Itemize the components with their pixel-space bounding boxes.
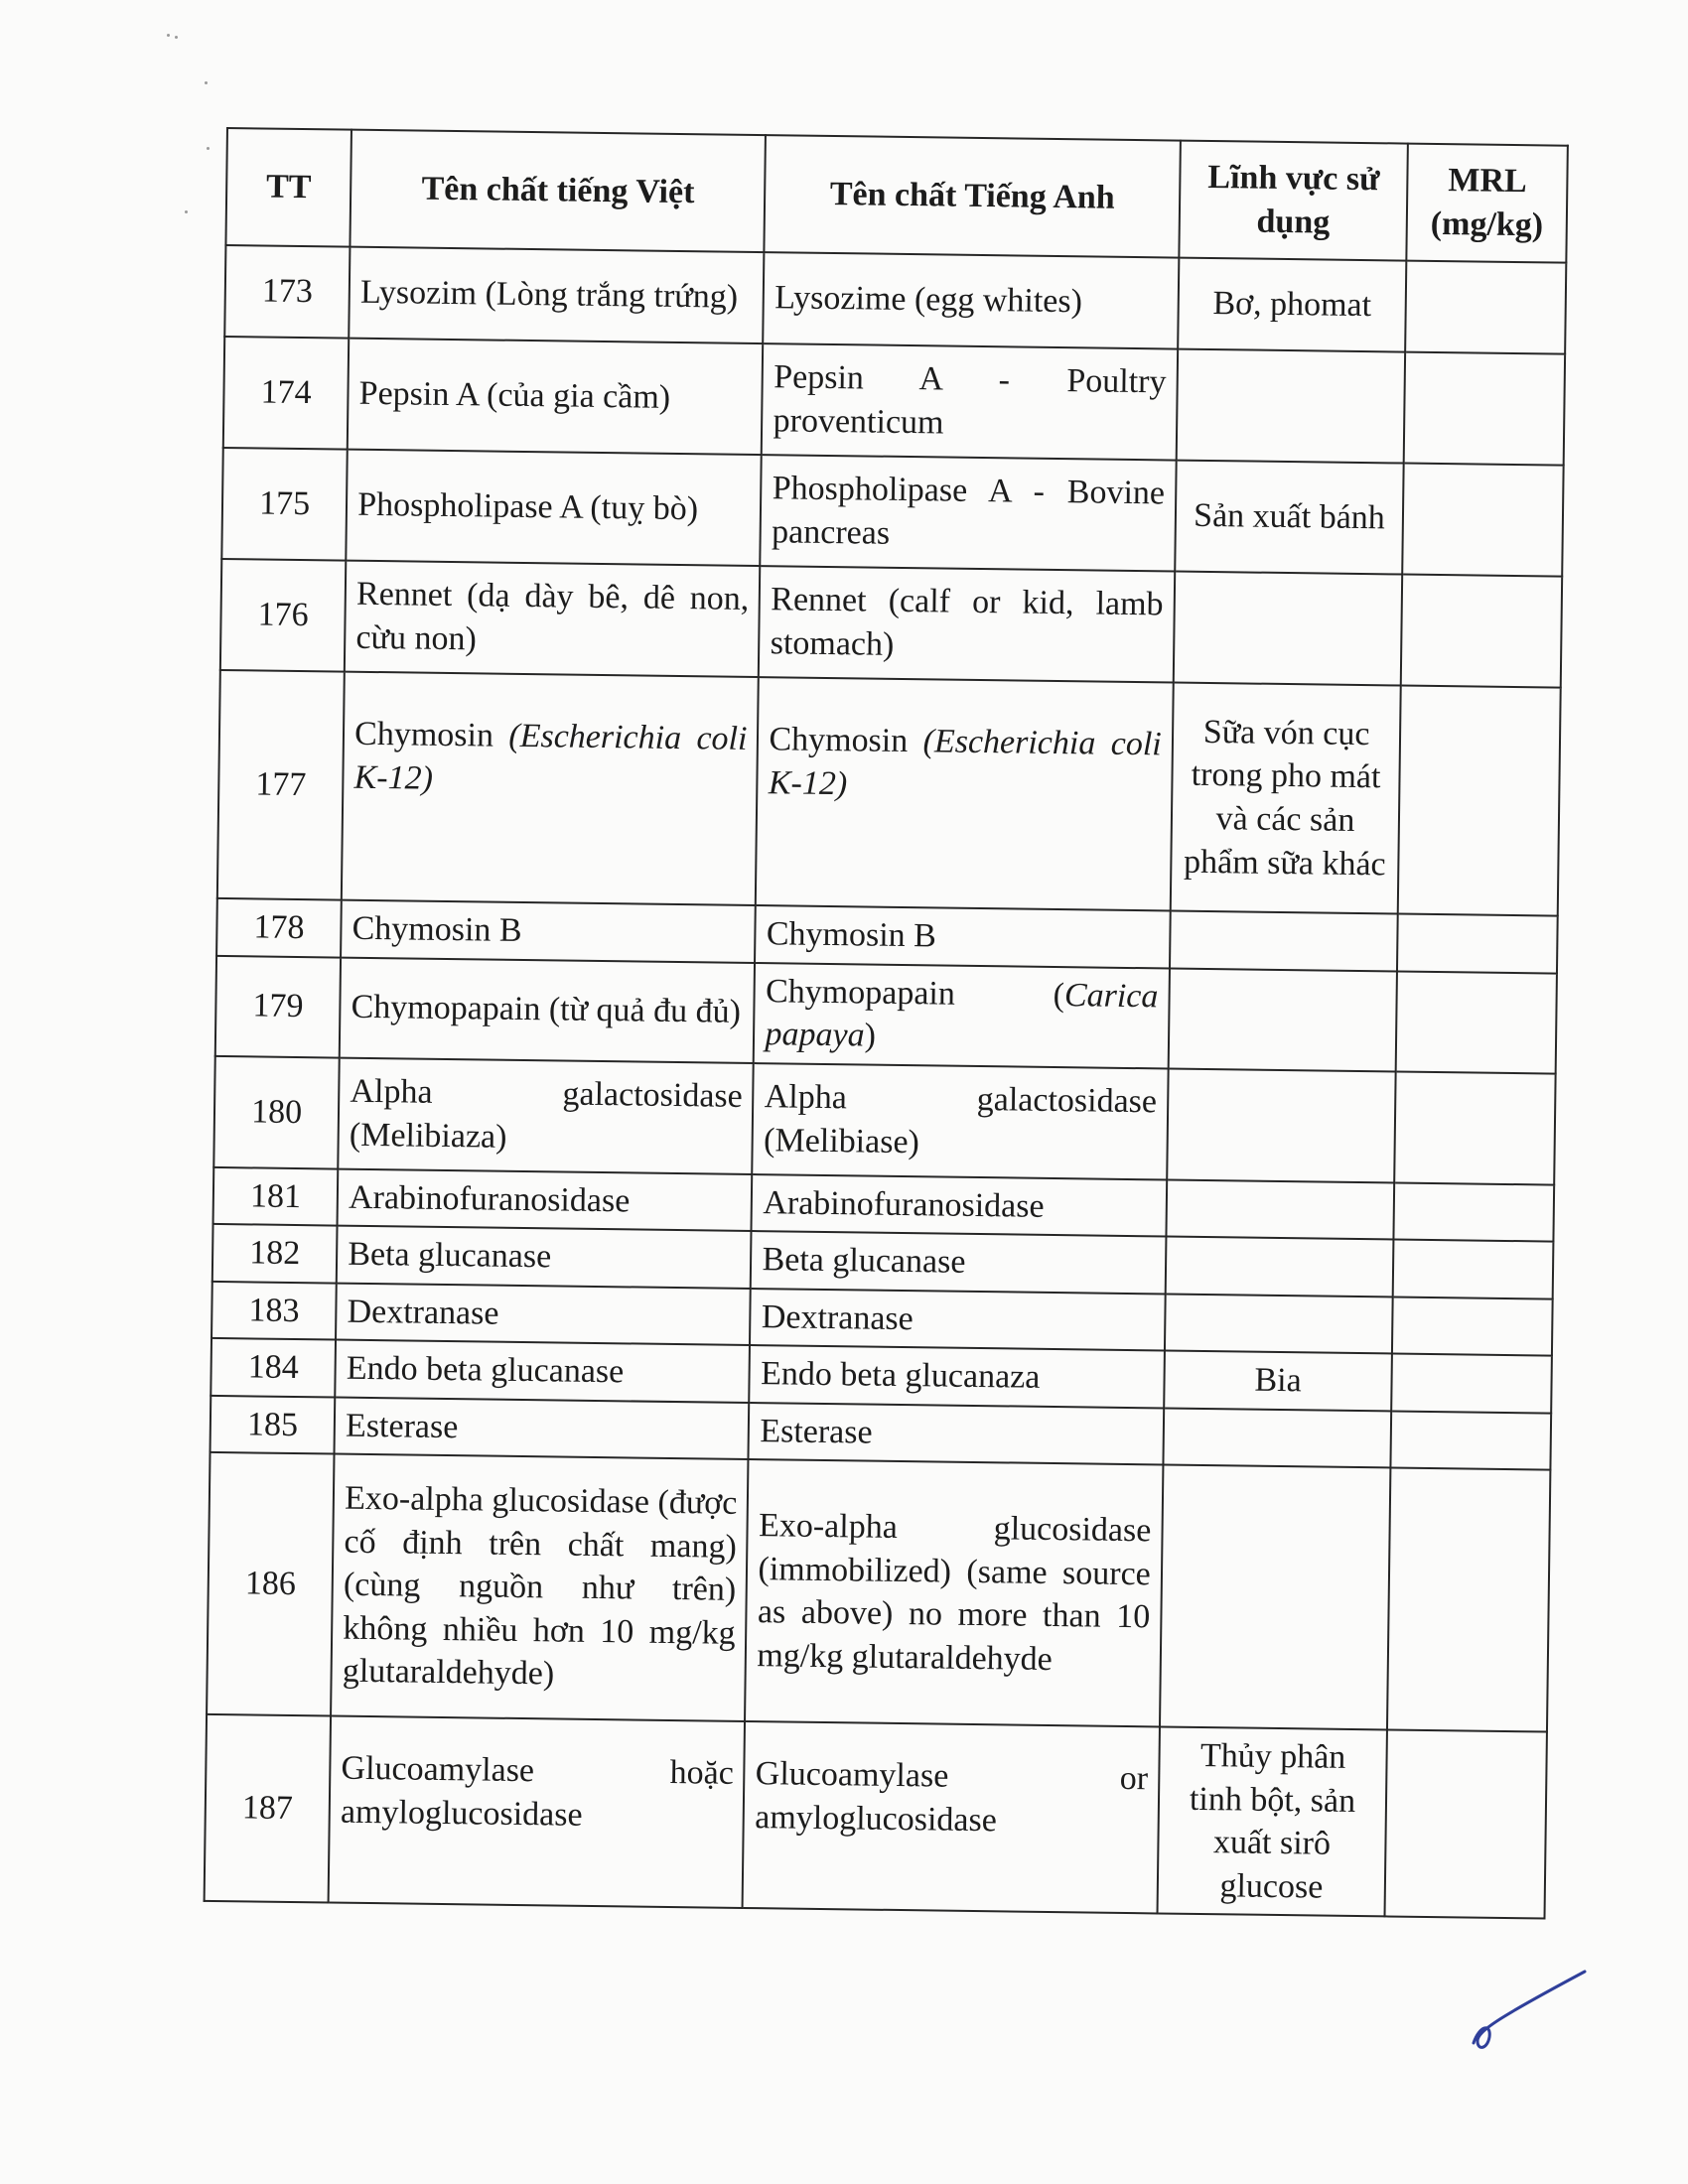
- cell-mrl: [1387, 1468, 1550, 1732]
- table-row: [207, 1452, 1550, 1732]
- cell-name-vi: Rennet (dạ dày bê, dê non, cừu non): [345, 561, 761, 677]
- cell-name-vi: Glucoamylase hoặc amyloglucosidase: [329, 1716, 746, 1909]
- cell-name-vi: Alpha galactosidase (Melibiaza): [338, 1057, 754, 1173]
- enzyme-table: [204, 127, 1569, 1920]
- cell-name-en: Chymosin B: [756, 905, 1171, 968]
- cell-mrl: [1394, 1071, 1555, 1184]
- cell-usage: [1165, 1294, 1393, 1354]
- name-vi-text: Chymosin: [353, 715, 509, 754]
- cell-name-vi: Arabinofuranosidase: [338, 1168, 753, 1231]
- cell-mrl: [1394, 1182, 1554, 1242]
- header-tt: TT: [225, 128, 352, 247]
- header-name-vi: Tên chất tiếng Việt: [351, 130, 767, 252]
- header-mrl: MRL (mg/kg): [1407, 144, 1568, 263]
- cell-name-vi: Pepsin A (của gia cầm): [348, 339, 764, 455]
- cell-tt: 175: [221, 448, 348, 561]
- cell-usage: [1165, 1237, 1393, 1297]
- cell-mrl: [1405, 261, 1566, 354]
- cell-name-en: Endo beta glucanaza: [750, 1345, 1165, 1408]
- cell-name-en: [754, 963, 1170, 1068]
- cell-name-en: Alpha galactosidase (Melibiase): [753, 1063, 1169, 1179]
- cell-mrl: [1404, 352, 1565, 466]
- cell-usage: Bơ, phomat: [1178, 258, 1407, 352]
- cell-tt: 186: [207, 1452, 335, 1716]
- initials-signature: [1470, 1966, 1589, 2055]
- cell-mrl: [1398, 686, 1561, 916]
- cell-usage: Thủy phân tinh bột, sản xuất sirô glucose: [1157, 1727, 1387, 1917]
- cell-mrl: [1391, 1354, 1551, 1414]
- cell-tt: 173: [224, 245, 350, 339]
- table-row: [215, 955, 1557, 1073]
- cell-name-en: Esterase: [749, 1403, 1164, 1465]
- cell-name-en: Dextranase: [750, 1289, 1165, 1351]
- cell-tt: 176: [220, 559, 347, 672]
- cell-tt: 187: [205, 1714, 332, 1903]
- cell-tt: 181: [213, 1166, 339, 1225]
- cell-name-vi: Beta glucanase: [337, 1226, 752, 1289]
- cell-name-en: Arabinofuranosidase: [752, 1174, 1167, 1237]
- organism-name: (Escherichia coli K-12): [353, 717, 748, 797]
- cell-name-vi: Dextranase: [336, 1283, 751, 1345]
- cell-usage: [1163, 1408, 1391, 1468]
- scan-speck: [207, 147, 210, 150]
- table-row: [223, 337, 1565, 466]
- cell-name-en: Lysozime (egg whites): [764, 252, 1179, 348]
- table-row: [205, 1714, 1547, 1919]
- cell-name-en: Exo-alpha glucosidase (immobilized) (same source as above) no more than 10 mg/kg glutaraldehyde: [746, 1459, 1164, 1726]
- name-en-text: Chymosin: [769, 721, 923, 760]
- cell-mrl: [1392, 1297, 1552, 1356]
- cell-usage: [1168, 968, 1397, 1071]
- cell-name-en: Pepsin A - Poultry proventicum: [762, 343, 1178, 460]
- table-row: [217, 670, 1561, 916]
- cell-tt: 182: [212, 1224, 338, 1283]
- cell-name-vi: [342, 672, 759, 905]
- cell-tt: 174: [223, 337, 350, 450]
- cell-usage: Bia: [1164, 1351, 1392, 1412]
- cell-tt: 183: [211, 1281, 337, 1339]
- cell-usage: [1167, 1068, 1396, 1182]
- cell-name-vi: Esterase: [335, 1397, 750, 1459]
- cell-name-en: Beta glucanase: [751, 1231, 1166, 1294]
- cell-name-vi: Exo-alpha glucosidase (được cố định trên chất mang) (cùng nguồn như trên) không nhiều hơn 10 mg/kg glutaraldehyde): [331, 1454, 749, 1721]
- cell-mrl: [1401, 575, 1562, 688]
- scan-speck: [205, 81, 208, 84]
- cell-usage: [1176, 349, 1405, 464]
- header-usage: Lĩnh vực sử dụng: [1179, 141, 1408, 261]
- table-row: [221, 448, 1563, 577]
- cell-tt: 184: [211, 1338, 336, 1397]
- cell-usage: [1174, 572, 1403, 686]
- closing-paren: ): [864, 1017, 877, 1054]
- cell-name-en: [756, 677, 1173, 910]
- cell-tt: 180: [213, 1055, 340, 1168]
- cell-name-vi: Phospholipase A (tuỵ bò): [346, 450, 762, 566]
- scan-speck: [185, 210, 188, 213]
- cell-tt: 185: [211, 1396, 336, 1454]
- cell-mrl: [1397, 914, 1557, 974]
- cell-mrl: [1393, 1240, 1553, 1299]
- cell-usage: Sản xuất bánh: [1175, 461, 1404, 575]
- table-header-row: [225, 128, 1567, 263]
- cell-usage: [1160, 1465, 1391, 1730]
- name-en-text: Chymopapain (: [765, 972, 1065, 1014]
- cell-name-vi: Chymosin B: [341, 900, 756, 963]
- cell-name-en: Rennet (calf or kid, lamb stomach): [759, 566, 1175, 682]
- cell-name-en: Phospholipase A - Bovine pancreas: [761, 455, 1177, 571]
- cell-usage: Sữa vón cục trong pho mát và các sản phẩm sữa khác: [1171, 683, 1402, 914]
- cell-tt: 177: [217, 670, 345, 900]
- cell-name-vi: Lysozim (Lòng trắng trứng): [349, 247, 764, 343]
- cell-mrl: [1391, 1411, 1551, 1470]
- cell-usage: [1166, 1179, 1394, 1240]
- table-row: [220, 559, 1562, 688]
- scan-speck: [175, 36, 178, 39]
- cell-name-vi: Chymopapain (từ quả đu đủ): [340, 957, 756, 1062]
- scan-speck: [167, 34, 170, 37]
- cell-mrl: [1403, 464, 1564, 577]
- organism-name: Carica papaya: [765, 976, 1159, 1054]
- cell-tt: 179: [215, 955, 341, 1057]
- cell-tt: 178: [216, 898, 342, 957]
- header-name-en: Tên chất Tiếng Anh: [765, 135, 1181, 257]
- table-row: [213, 1055, 1555, 1184]
- table-row: [224, 245, 1566, 354]
- cell-name-en: Glucoamylase or amyloglucosidase: [743, 1721, 1160, 1914]
- cell-mrl: [1396, 971, 1557, 1073]
- cell-usage: [1170, 911, 1398, 972]
- cell-mrl: [1385, 1730, 1547, 1919]
- organism-name: (Escherichia coli K-12): [768, 723, 1162, 802]
- cell-name-vi: Endo beta glucanase: [335, 1340, 750, 1403]
